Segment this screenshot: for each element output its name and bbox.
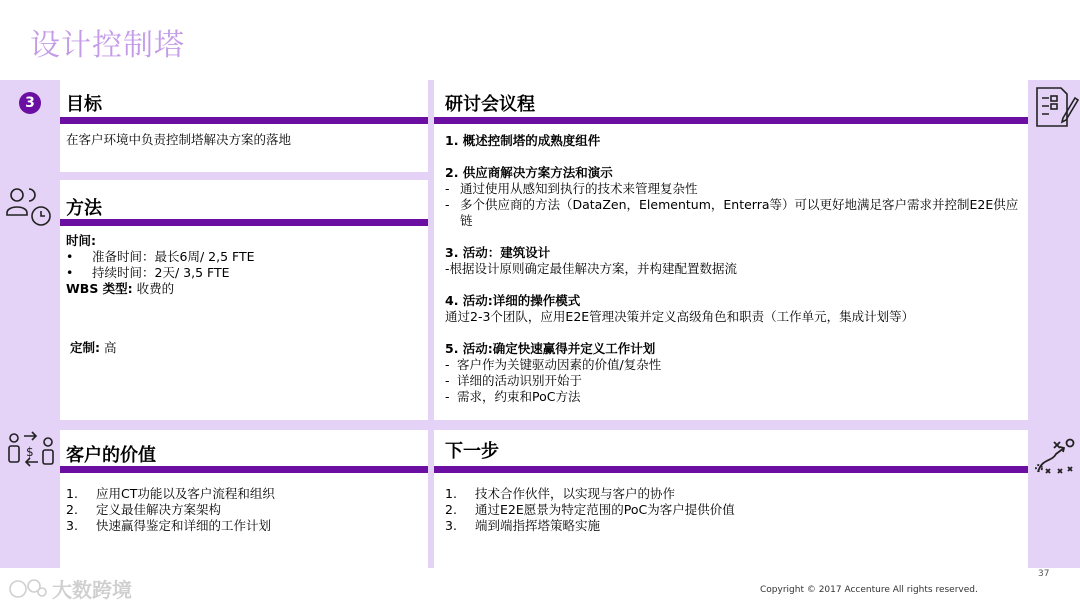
step-badge-number: 3 xyxy=(25,95,35,111)
right-icon-column xyxy=(1028,80,1080,568)
page-title: 设计控制塔 xyxy=(30,28,185,63)
agenda-item-text: 详细的活动识别开始于 xyxy=(457,373,583,388)
agenda-item xyxy=(445,373,1023,389)
item-number: 1. xyxy=(66,486,78,501)
agenda-item-text: 通过使用从感知到执行的技术来管理复杂性 xyxy=(460,181,698,196)
goal-underline xyxy=(60,117,428,124)
agenda-section-5-title: 5. 活动:确定快速赢得并定义工作计划 xyxy=(445,341,656,356)
agenda-item-text: 多个供应商的方法（DataZen，Elementum，Enterra等）可以更好地满足客户需求并控制E2E供应链 xyxy=(460,197,1019,228)
list-item xyxy=(445,518,1023,534)
agenda-section-2-title: 2. 供应商解决方案方法和演示 xyxy=(445,165,613,180)
custom-value: 高 xyxy=(103,340,117,355)
value-heading: 客户的价值 xyxy=(66,445,156,466)
method-heading: 方法 xyxy=(66,198,102,219)
agenda-item-text: 客户作为关键驱动因素的价值/复杂性 xyxy=(457,357,662,372)
list-item xyxy=(66,518,416,534)
dash-marker: - xyxy=(445,197,450,212)
item-number: 2. xyxy=(66,502,78,517)
bullet-text: 准备时间：最长6周/ 2,5 FTE xyxy=(92,249,255,264)
agenda-item xyxy=(445,357,1023,373)
bullet-text: 持续时间：2天/ 3,5 FTE xyxy=(92,265,230,280)
agenda-next-separator xyxy=(434,420,1028,430)
step-badge xyxy=(19,92,41,114)
team-clock-icon xyxy=(5,183,53,229)
watermark-text: 大数跨境 xyxy=(52,578,132,602)
list-item xyxy=(445,486,1023,502)
dash-marker: - xyxy=(445,373,450,388)
agenda-section-3-line: -根据设计原则确定最佳解决方案，并构建配置数据流 xyxy=(445,261,738,276)
next-underline xyxy=(434,466,1028,473)
list-item xyxy=(66,486,416,502)
custom-line xyxy=(70,340,117,356)
agenda-section-1-title: 1. 概述控制塔的成熟度组件 xyxy=(445,133,601,148)
goal-method-separator xyxy=(60,172,428,180)
agenda-item xyxy=(445,389,1023,405)
value-underline xyxy=(60,466,428,473)
method-details xyxy=(66,233,416,297)
wbs-label: WBS 类型: xyxy=(66,281,133,296)
item-text: 定义最佳解决方案架构 xyxy=(96,502,222,517)
method-value-separator xyxy=(60,420,428,430)
page-number: 37 xyxy=(1038,569,1050,579)
goal-heading: 目标 xyxy=(66,94,102,115)
item-text: 应用CT功能以及客户流程和组织 xyxy=(96,486,275,501)
wbs-value: 收费的 xyxy=(136,281,175,296)
agenda-section-3-title: 3. 活动：建筑设计 xyxy=(445,245,551,260)
svg-text:$: $ xyxy=(26,445,34,459)
left-icon-column xyxy=(0,80,60,568)
agenda-body xyxy=(445,133,1023,405)
next-heading: 下一步 xyxy=(445,441,499,462)
method-underline xyxy=(60,219,428,226)
method-bullet xyxy=(66,249,416,265)
item-text: 快速赢得鉴定和详细的工作计划 xyxy=(96,518,272,533)
watermark-icon xyxy=(8,576,48,602)
copyright-text: Copyright © 2017 Accenture All rights reserved. xyxy=(760,585,978,595)
exchange-value-icon xyxy=(6,428,56,472)
wbs-line xyxy=(66,281,416,297)
agenda-heading: 研讨会议程 xyxy=(445,94,535,115)
value-list xyxy=(66,486,416,534)
custom-label: 定制: xyxy=(70,340,100,355)
left-panel-divider xyxy=(428,80,434,568)
item-text: 通过E2E愿景为特定范围的PoC为客户提供价值 xyxy=(475,502,735,517)
bullet-marker: • xyxy=(66,249,74,264)
document-edit-icon xyxy=(1033,84,1079,130)
dash-marker: - xyxy=(445,389,450,404)
dash-marker: - xyxy=(445,181,450,196)
agenda-section-4-line: 通过2-3个团队，应用E2E管理决策并定义高级角色和职责（工作单元，集成计划等） xyxy=(445,309,915,324)
list-item xyxy=(66,502,416,518)
item-number: 2. xyxy=(445,502,457,517)
agenda-item-text: 需求，约束和PoC方法 xyxy=(457,389,581,404)
agenda-section-4-title: 4. 活动:详细的操作模式 xyxy=(445,293,581,308)
time-label: 时间: xyxy=(66,233,96,248)
strategy-play-icon xyxy=(1034,436,1078,480)
list-item xyxy=(445,502,1023,518)
item-number: 3. xyxy=(445,518,457,533)
next-list xyxy=(445,486,1023,534)
agenda-item xyxy=(445,181,1023,197)
bullet-marker: • xyxy=(66,265,74,280)
item-number: 3. xyxy=(66,518,78,533)
item-number: 1. xyxy=(445,486,457,501)
goal-text: 在客户环境中负责控制塔解决方案的落地 xyxy=(66,132,292,147)
method-bullet xyxy=(66,265,416,281)
agenda-underline xyxy=(434,117,1028,124)
agenda-item xyxy=(445,197,1023,229)
item-text: 技术合作伙伴，以实现与客户的协作 xyxy=(475,486,676,501)
watermark-logo xyxy=(8,574,132,603)
item-text: 端到端指挥塔策略实施 xyxy=(475,518,601,533)
dash-marker: - xyxy=(445,357,450,372)
